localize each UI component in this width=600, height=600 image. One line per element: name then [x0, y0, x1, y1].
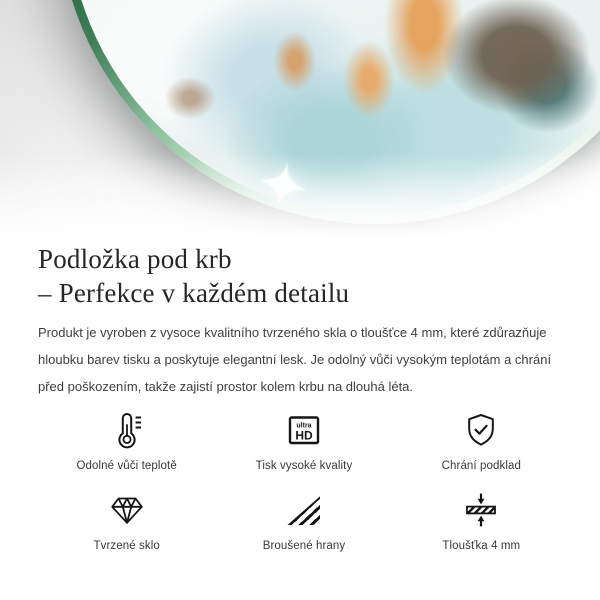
- feature-label: Chrání podklad: [441, 460, 522, 472]
- product-description-section: [0, 240, 600, 552]
- ultra-hd-icon-text-top: ultra: [296, 422, 312, 430]
- product-description-text: Produkt je vyroben z vysoce kvalitního tvrzeného skla o tloušťce 4 mm, které zdůrazňuje hloubku barev tisku a poskytuje elegantní lesk. Je odolný vůči vysokým teplotám a chrání před poškozením, takže zajistí prostor kolem krbu na dlouhá léta.: [38, 325, 552, 394]
- feature-grid: [38, 409, 570, 552]
- diamond-icon: [107, 489, 147, 531]
- shield-check-icon: [461, 409, 501, 451]
- feature-label: Tvrzené sklo: [93, 540, 160, 552]
- glass-pad-edge: [58, 0, 600, 224]
- thickness-icon: [461, 489, 501, 531]
- feature-tempered-glass: [38, 489, 215, 552]
- page-title-line2: – Perfekce v každém detailu: [38, 278, 350, 308]
- glass-pad-marble-print: [67, 0, 600, 215]
- feature-print-quality: [215, 409, 392, 472]
- beveled-edges-icon: [287, 489, 320, 531]
- sparkle-icon: [252, 154, 314, 216]
- feature-protects-floor: [393, 409, 570, 472]
- feature-label: Broušené hrany: [262, 540, 346, 552]
- thermometer-icon: [107, 409, 147, 451]
- product-hero-image: [0, 0, 600, 240]
- page-title: [38, 242, 570, 310]
- feature-label: Tloušťka 4 mm: [442, 540, 521, 552]
- ultra-hd-icon-text-bottom: HD: [295, 428, 313, 443]
- page-title-line1: Podložka pod krb: [38, 244, 232, 274]
- ultra-hd-icon: [284, 409, 324, 451]
- feature-label: Odolné vůči teplotě: [76, 460, 177, 472]
- feature-beveled-edges: [215, 489, 392, 552]
- feature-label: Tisk vysoké kvality: [255, 460, 353, 472]
- feature-thickness: [393, 489, 570, 552]
- feature-heat-resistant: [38, 409, 215, 472]
